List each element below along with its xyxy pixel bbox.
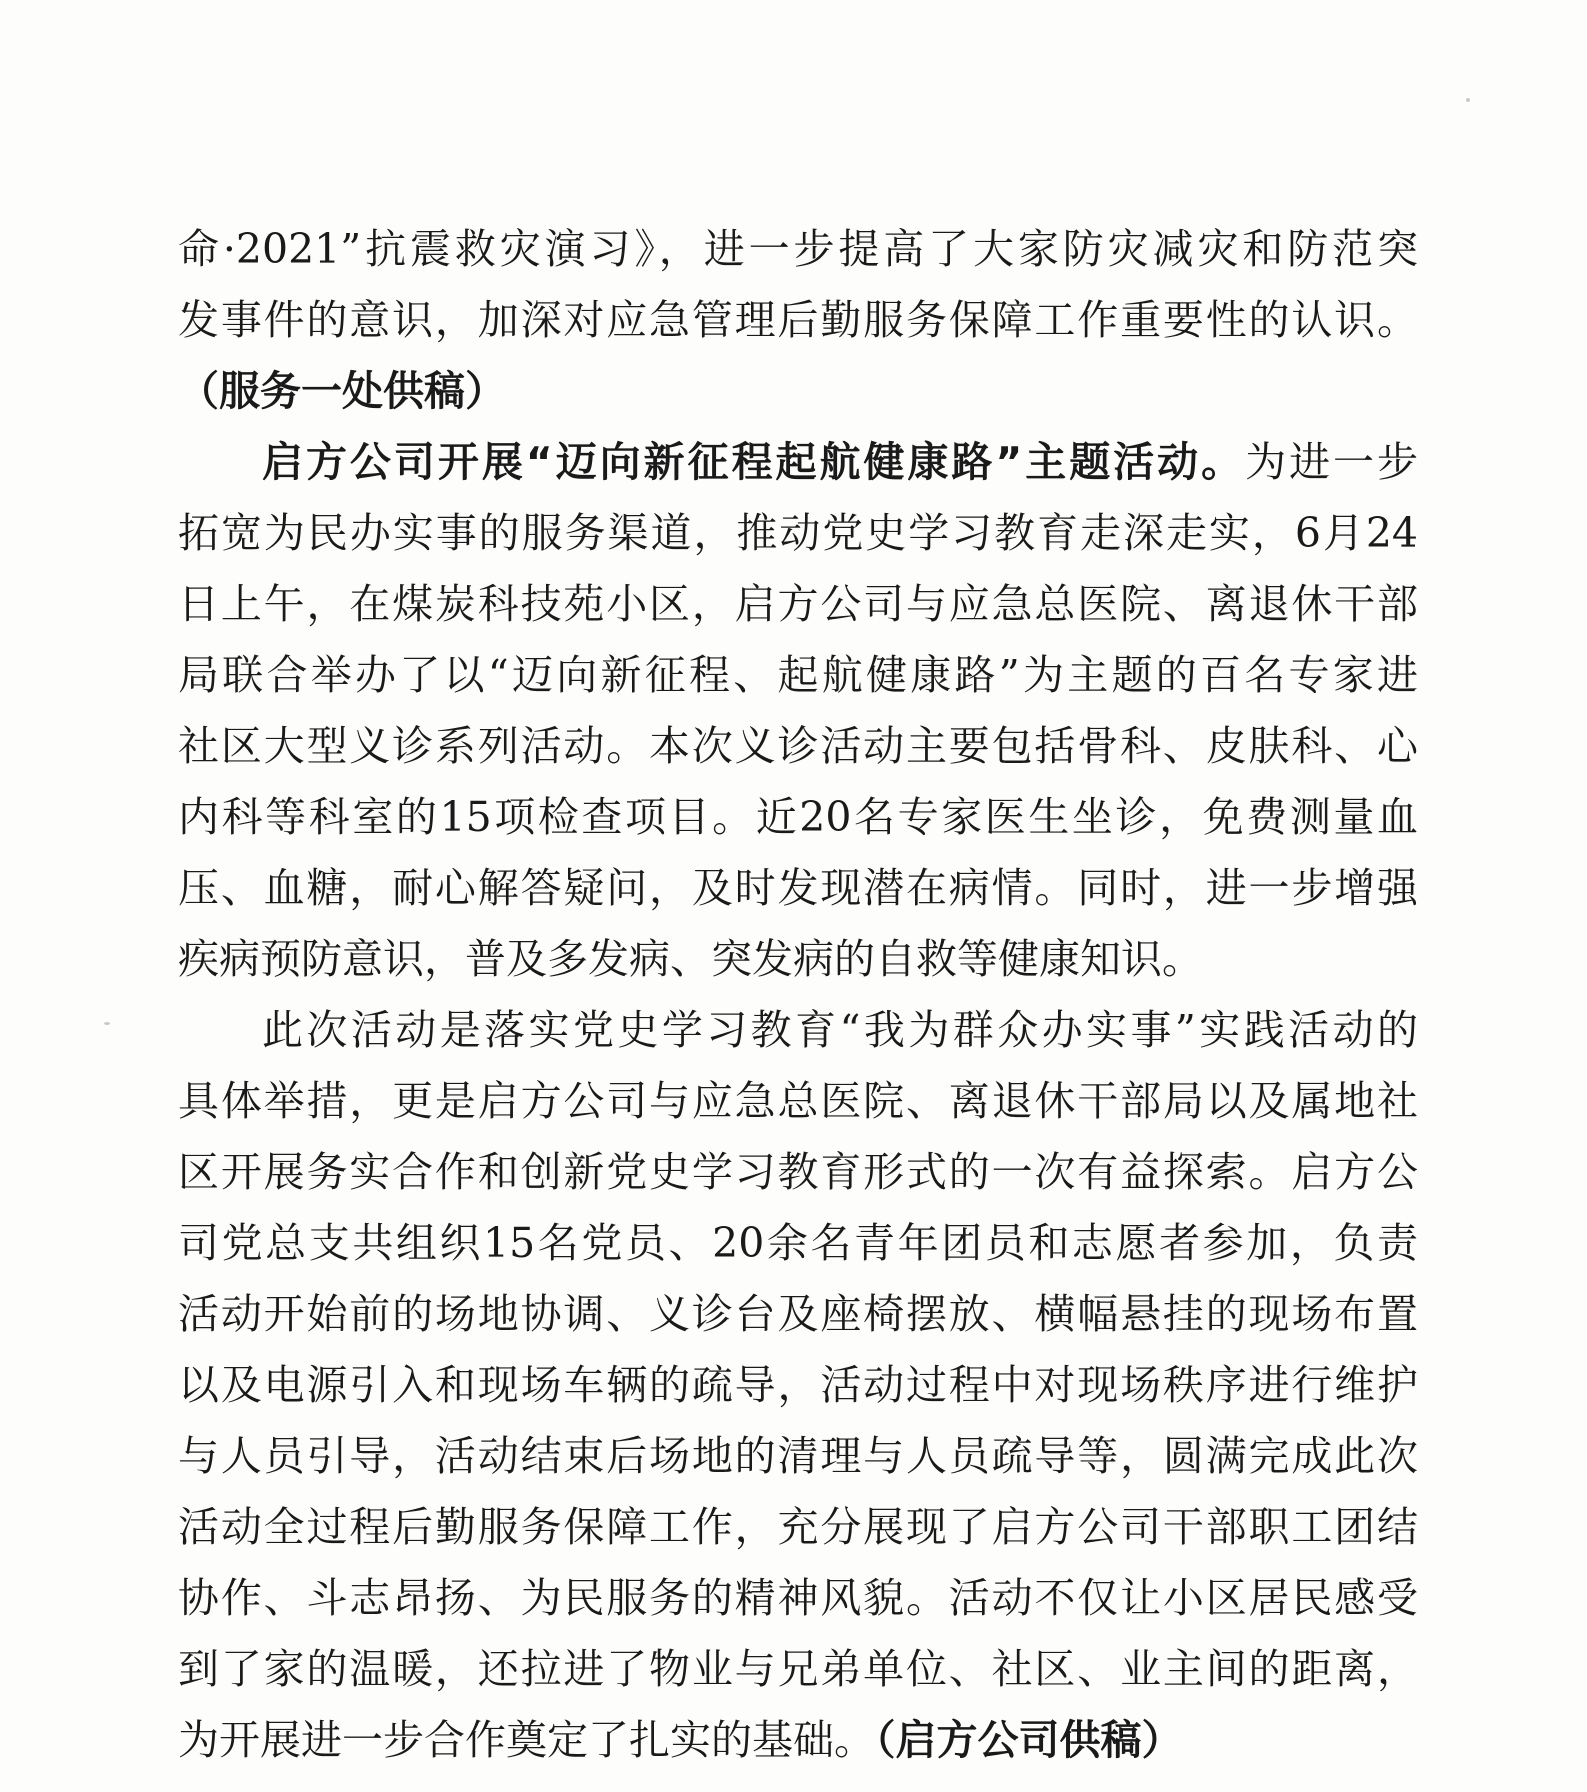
text-line: 协作、斗志昂扬、为民服务的精神风貌。活动不仅让小区居民感受: [178, 1574, 1418, 1622]
text-line: 活动开始前的场地协调、义诊台及座椅摆放、横幅悬挂的现场布置: [178, 1290, 1418, 1338]
scan-speck: [104, 1022, 110, 1025]
text-line: 压、血糖，耐心解答疑问，及时发现潜在病情。同时，进一步增强: [178, 864, 1418, 912]
text-line: 区开展务实合作和创新党史学习教育形式的一次有益探索。启方公: [178, 1148, 1418, 1196]
text-line: 局联合举办了以“迈向新征程、起航健康路”为主题的百名专家进: [178, 651, 1418, 699]
text-span: 为进一步: [1245, 438, 1418, 486]
text-line: 此次活动是落实党史学习教育“我为群众办实事”实践活动的: [262, 1006, 1418, 1054]
text-line: 发事件的意识，加深对应急管理后勤服务保障工作重要性的认识。: [178, 296, 1418, 344]
text-line: 到了家的温暖，还拉进了物业与兄弟单位、社区、业主间的距离，: [178, 1645, 1418, 1693]
text-line: 具体举措，更是启方公司与应急总医院、离退休干部局以及属地社: [178, 1077, 1418, 1125]
text-line: 与人员引导，活动结束后场地的清理与人员疏导等，圆满完成此次: [178, 1432, 1418, 1480]
credit-line: （服务一处供稿）: [178, 367, 506, 415]
text-line: 以及电源引入和现场车辆的疏导，活动过程中对现场秩序进行维护: [178, 1361, 1418, 1409]
text-line: 活动全过程后勤服务保障工作，充分展现了启方公司干部职工团结: [178, 1503, 1418, 1551]
text-line: 社区大型义诊系列活动。本次义诊活动主要包括骨科、皮肤科、心: [178, 722, 1418, 770]
text-line: 司党总支共组织15名党员、20余名青年团员和志愿者参加，负责: [178, 1219, 1418, 1267]
paragraph-health-activity: [178, 427, 1418, 995]
text-line: 内科等科室的15项检查项目。近20名专家医生坐诊，免费测量血: [178, 793, 1418, 841]
paragraph-emergency-drill: [178, 214, 1418, 427]
text-line: 命·2021”抗震救灾演习》，进一步提高了大家防灾减灾和防范突: [178, 225, 1418, 273]
paragraph-activity-summary: [178, 995, 1418, 1776]
text-span: 为开展进一步合作奠定了扎实的基础。: [178, 1716, 875, 1764]
text-line: [178, 427, 1418, 498]
article-headline: 启方公司开展“迈向新征程起航健康路”主题活动。: [262, 438, 1246, 486]
text-line: [178, 1705, 1418, 1776]
scan-speck: [1466, 98, 1470, 102]
text-line: 日上午，在煤炭科技苑小区，启方公司与应急总医院、离退休干部: [178, 580, 1418, 628]
text-line: 疾病预防意识，普及多发病、突发病的自救等健康知识。: [178, 935, 1203, 983]
text-line: 拓宽为民办实事的服务渠道，推动党史学习教育走深走实，6月24: [178, 509, 1418, 557]
article-body: [178, 214, 1418, 1776]
credit-line: （启方公司供稿）: [875, 1716, 1183, 1764]
